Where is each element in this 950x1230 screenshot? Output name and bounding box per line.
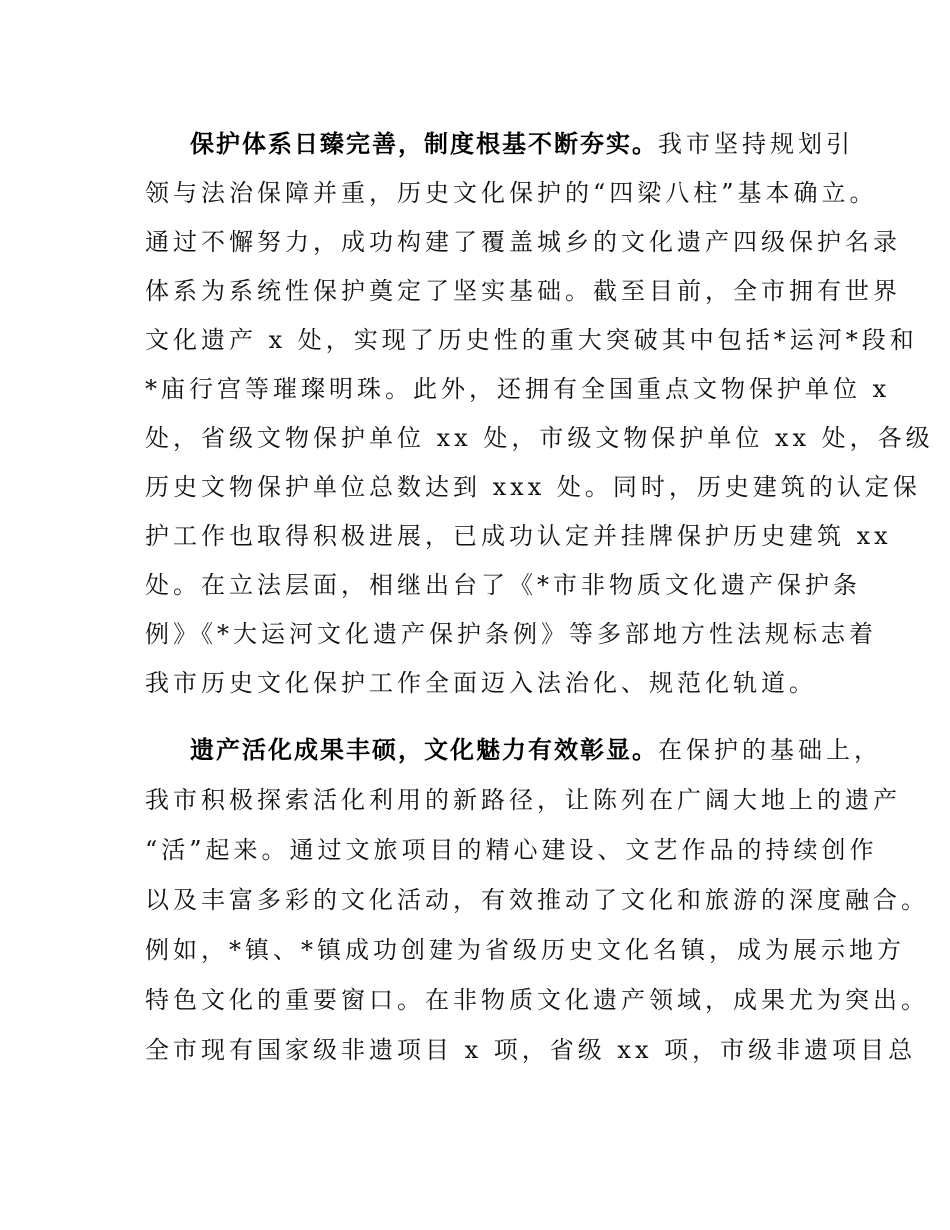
paragraph-line: 我市积极探索活化利用的新路径，让陈列在广阔大地上的遗产	[145, 786, 901, 814]
paragraph-line: 护工作也取得积极进展，已成功认定并挂牌保护历史建筑 xx	[145, 522, 892, 550]
paragraph-line: 文化遗产 x 处，实现了历史性的重大突破其中包括*运河*段和	[145, 326, 918, 354]
paragraph-line: 历史文物保护单位总数达到 xxx 处。同时，历史建筑的认定保	[145, 473, 921, 501]
line-text: 我市坚持规划引	[658, 130, 854, 158]
paragraph-line: 我市历史文化保护工作全面迈入法治化、规范化轨道。	[145, 669, 817, 697]
paragraph-line: 体系为系统性保护奠定了坚实基础。截至目前，全市拥有世界	[145, 277, 901, 305]
paragraph-heritage-protection	[145, 120, 934, 708]
paragraph-lead-heading: 保护体系日臻完善，制度根基不断夯实。	[190, 130, 658, 158]
paragraph-line: 处，省级文物保护单位 xx 处，市级文物保护单位 xx 处，各级	[145, 424, 934, 452]
paragraph-line: 全市现有国家级非遗项目 x 项，省级 xx 项，市级非遗项目总	[145, 1036, 917, 1064]
paragraph-line	[145, 725, 882, 775]
line-text: 在保护的基础上，	[658, 736, 882, 764]
paragraph-line: 通过不懈努力，成功构建了覆盖城乡的文化遗产四级保护名录	[145, 228, 901, 256]
paragraph-line	[145, 120, 854, 169]
paragraph-line: 例》《*大运河文化遗产保护条例》等多部地方性法规标志着	[145, 620, 877, 648]
paragraph-lead-heading: 遗产活化成果丰硕，文化魅力有效彰显。	[190, 736, 658, 764]
paragraph-line: 处。在立法层面，相继出台了《*市非物质文化遗产保护条	[145, 571, 861, 599]
paragraph-line: 特色文化的重要窗口。在非物质文化遗产领域，成果尤为突出。	[145, 986, 929, 1014]
paragraph-line: *庙行宫等璀璨明珠。此外，还拥有全国重点文物保护单位 x	[145, 375, 891, 403]
paragraph-heritage-activation	[145, 725, 929, 1075]
paragraph-line: “活”起来。通过文旅项目的精心建设、文艺作品的持续创作	[145, 836, 878, 864]
paragraph-line: 例如，*镇、*镇成功创建为省级历史文化名镇，成为展示地方	[145, 936, 905, 964]
paragraph-line: 以及丰富多彩的文化活动，有效推动了文化和旅游的深度融合。	[145, 886, 929, 914]
paragraph-line: 领与法治保障并重，历史文化保护的“四梁八柱”基本确立。	[145, 179, 878, 207]
